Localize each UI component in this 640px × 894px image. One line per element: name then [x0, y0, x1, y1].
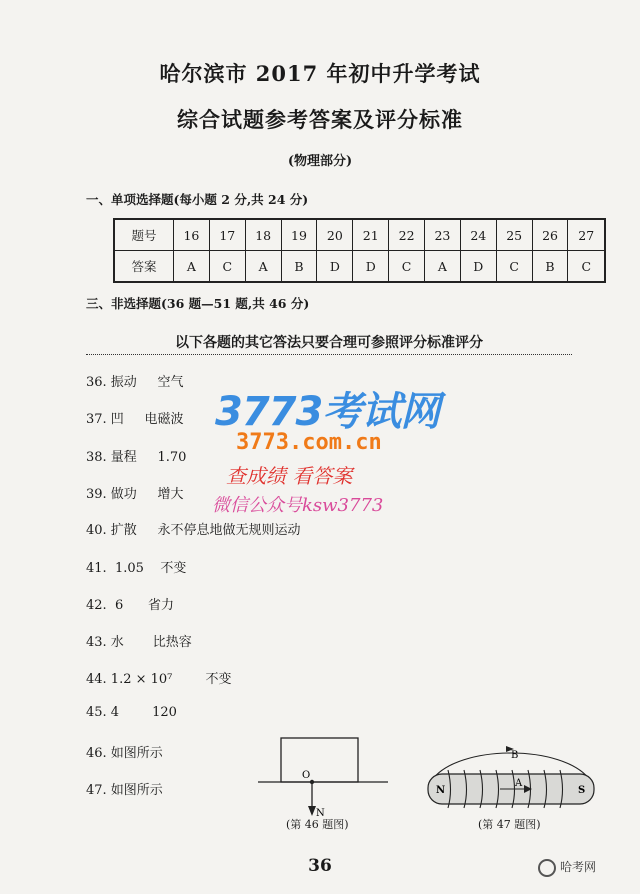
question-number: 17 [209, 219, 245, 251]
answer-cell: C [568, 251, 605, 283]
grading-note: 以下各题的其它答法只要合理可参照评分标准评分 [86, 332, 572, 355]
question-number: 16 [174, 219, 210, 251]
row-label: 答案 [114, 251, 174, 283]
answer-cell: D [460, 251, 496, 283]
answer-item-37: 37. 凹 电磁波 [86, 412, 184, 427]
answer-cell: D [353, 251, 389, 283]
answer-item-44: 44. 1.2 × 10⁷ 不变 [86, 672, 232, 687]
fig46-block [281, 738, 358, 782]
question-number: 26 [532, 219, 568, 251]
fig47-north-label: N [436, 785, 446, 796]
question-number-row [114, 219, 605, 251]
answer-item-46: 46. 如图所示 [86, 746, 163, 761]
answer-item-38: 38. 量程 1.70 [86, 450, 187, 465]
question-number: 23 [425, 219, 461, 251]
answer-cell: C [209, 251, 245, 283]
row-label: 题号 [114, 219, 174, 251]
answer-item-36: 36. 振动 空气 [86, 375, 184, 390]
fig46-force-arrow [308, 780, 316, 816]
watermark-slogan: 查成绩 看答案 [226, 464, 353, 488]
answer-table [113, 218, 606, 283]
question-number: 19 [281, 219, 317, 251]
answer-item-45: 45. 4 120 [86, 705, 177, 720]
answer-cell: C [496, 251, 532, 283]
figure-46 [250, 734, 400, 824]
answer-item-43: 43. 水 比热容 [86, 635, 192, 650]
fig47-point-b-label: B [511, 750, 519, 761]
page-number: 36 [308, 856, 332, 876]
watermark-wechat: 微信公众号ksw3773 [212, 495, 384, 516]
fig47-point-a-label: A [515, 778, 523, 789]
fig46-force-label: N [316, 808, 325, 819]
answer-cell: D [317, 251, 353, 283]
question-number: 20 [317, 219, 353, 251]
fig46-point-label: O [302, 770, 311, 781]
question-number: 25 [496, 219, 532, 251]
fig47-caption: (第 47 题图) [478, 818, 541, 831]
question-number: 18 [245, 219, 281, 251]
page-title: 哈尔滨市 2017 年初中升学考试 [159, 61, 481, 86]
question-number: 22 [389, 219, 425, 251]
section-subject: (物理部分) [287, 154, 353, 169]
watermark-brand: 3773考试网 [215, 389, 440, 435]
section1-heading: 一、单项选择题(每小题 2 分,共 24 分) [86, 192, 309, 207]
fig46-caption: (第 46 题图) [286, 818, 349, 831]
section2-heading: 三、非选择题(36 题—51 题,共 46 分) [86, 296, 310, 311]
answer-cell: C [389, 251, 425, 283]
answer-row [114, 251, 605, 283]
fig47-south-label: S [578, 785, 586, 796]
answer-item-47: 47. 如图所示 [86, 783, 163, 798]
figure-47 [418, 740, 604, 818]
answer-cell: A [245, 251, 281, 283]
answer-item-39: 39. 做功 增大 [86, 487, 184, 502]
answer-cell: B [532, 251, 568, 283]
answer-item-40: 40. 扩散 永不停息地做无规则运动 [86, 523, 301, 538]
page-subtitle: 综合试题参考答案及评分标准 [177, 107, 463, 132]
answer-item-41: 41. 1.05 不变 [86, 561, 187, 576]
answer-item-42: 42. 6 省力 [86, 598, 175, 613]
source-badge [538, 858, 596, 877]
question-number: 27 [568, 219, 605, 251]
wechat-logo-icon [538, 859, 556, 877]
watermark-domain: 3773.com.cn [236, 430, 382, 455]
question-number: 21 [353, 219, 389, 251]
question-number: 24 [460, 219, 496, 251]
source-badge-label: 哈考网 [560, 860, 597, 874]
answer-cell: A [425, 251, 461, 283]
answer-cell: B [281, 251, 317, 283]
answer-cell: A [174, 251, 210, 283]
